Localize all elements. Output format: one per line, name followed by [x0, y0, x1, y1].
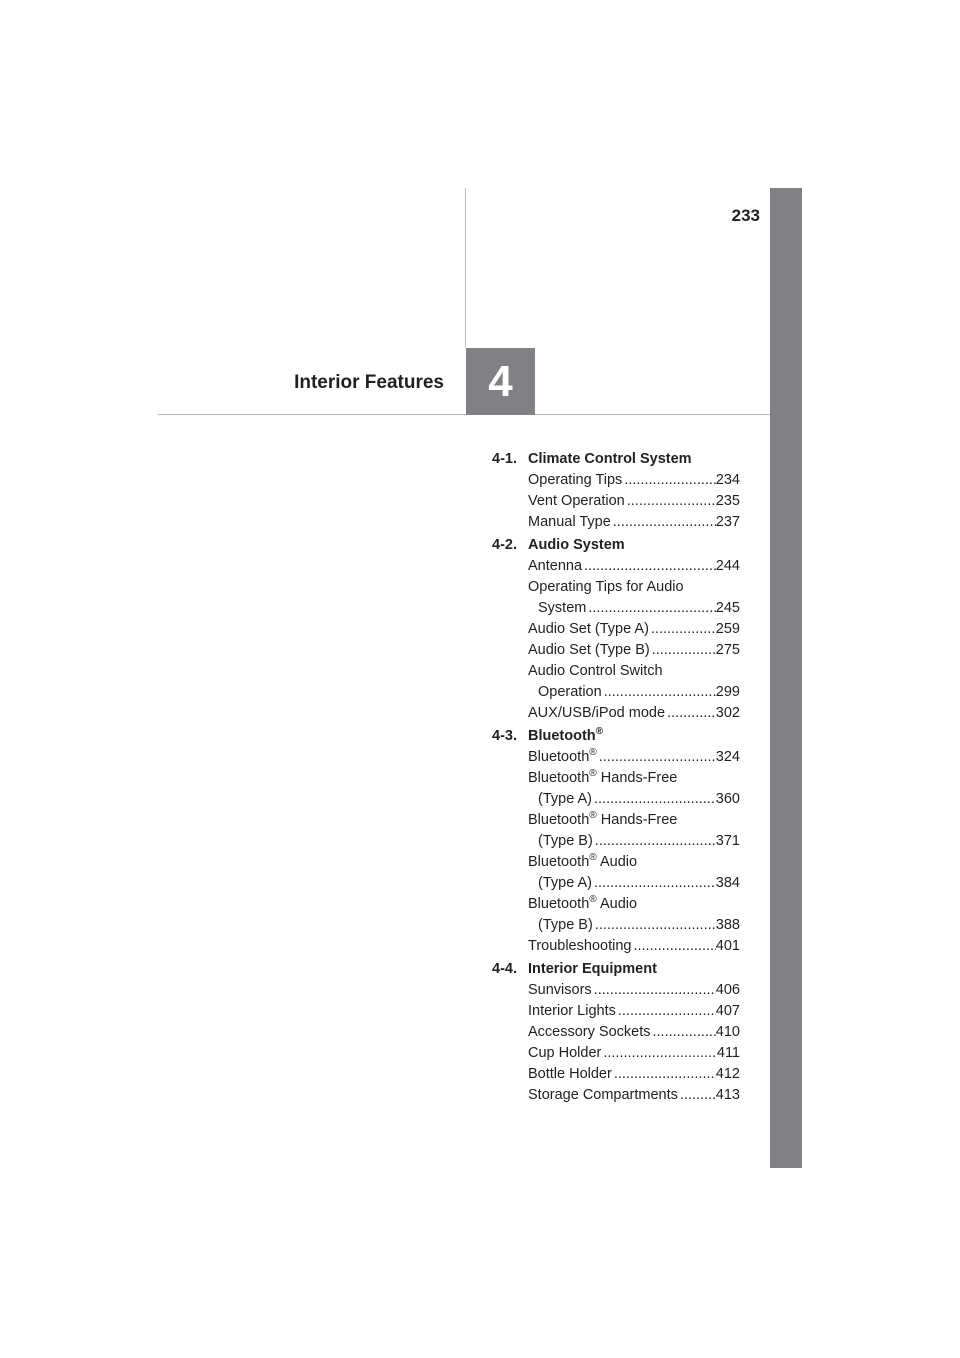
toc-entry-page: 237	[715, 514, 740, 530]
leader-dots	[612, 1064, 716, 1085]
toc-entry-page: 413	[715, 1087, 740, 1103]
toc-entry[interactable]	[528, 1001, 740, 1022]
leader-dots	[631, 936, 715, 957]
toc-entry-page: 234	[715, 472, 740, 488]
toc-entry[interactable]	[528, 1064, 740, 1085]
toc-entry-label: Audio Control Switch	[528, 663, 663, 679]
toc-entry[interactable]	[528, 577, 740, 619]
toc-entry-page: 360	[715, 791, 740, 807]
leader-dots	[592, 980, 716, 1001]
toc-entry-label: Audio Set (Type A)	[528, 621, 649, 637]
leader-dots	[586, 598, 715, 619]
toc-entry-label: (Type B)	[538, 833, 593, 849]
toc-section	[492, 725, 740, 957]
section-number: 4-3.	[492, 728, 517, 744]
toc-section	[492, 448, 740, 533]
toc-entry[interactable]	[528, 640, 740, 661]
toc-entry[interactable]	[528, 894, 740, 936]
toc-entry-label: Accessory Sockets	[528, 1024, 651, 1040]
toc-entry[interactable]	[528, 936, 740, 957]
toc-entry[interactable]	[528, 491, 740, 512]
chapter-number-box	[466, 348, 535, 415]
toc-entry-label: (Type A)	[538, 875, 592, 891]
toc-entry-label: Operation	[538, 684, 602, 700]
toc-section	[492, 958, 740, 1106]
toc-section-heading[interactable]	[492, 534, 740, 556]
page-number: 233	[731, 206, 760, 225]
toc-entry-page: 401	[715, 938, 740, 954]
toc-entry-page: 384	[715, 875, 740, 891]
toc-entry[interactable]	[528, 661, 740, 703]
toc-entry-label: Bluetooth® Hands-Free	[528, 768, 678, 786]
leader-dots	[625, 491, 716, 512]
section-number: 4-2.	[492, 537, 517, 553]
toc-entry-label: Antenna	[528, 558, 583, 574]
toc-entry-label: Bluetooth® Audio	[528, 852, 638, 870]
toc-entry-page: 410	[715, 1024, 740, 1040]
toc-entry-label: Operating Tips for Audio	[528, 579, 684, 595]
toc-entry-page: 275	[715, 642, 740, 658]
leader-dots	[582, 556, 716, 577]
leader-dots	[611, 512, 716, 533]
leader-dots	[601, 1043, 717, 1064]
section-number: 4-4.	[492, 961, 517, 977]
toc-entry-label: Bluetooth® Audio	[528, 894, 638, 912]
toc-entry-label: Audio Set (Type B)	[528, 642, 650, 658]
toc-section-heading[interactable]	[492, 725, 740, 747]
chapter-title: Interior Features	[294, 372, 444, 393]
toc-entry-page: 299	[715, 684, 740, 700]
leader-dots	[593, 915, 716, 936]
section-title: Audio System	[528, 537, 625, 553]
section-title: Bluetooth®	[528, 726, 604, 744]
chapter-side-tab	[770, 188, 802, 1168]
toc-entry-label: (Type B)	[538, 917, 593, 933]
toc-entry-page: 245	[715, 600, 740, 616]
toc-entry-page: 407	[715, 1003, 740, 1019]
toc-section	[492, 534, 740, 724]
section-title: Climate Control System	[528, 451, 692, 467]
toc-section-heading[interactable]	[492, 448, 740, 470]
section-title: Interior Equipment	[528, 961, 657, 977]
toc-entry[interactable]	[528, 470, 740, 491]
toc-entry-label: Bottle Holder	[528, 1066, 612, 1082]
toc-entry-label: Vent Operation	[528, 493, 625, 509]
toc-entry-label: Manual Type	[528, 514, 611, 530]
leader-dots	[678, 1085, 716, 1106]
toc-entry-page: 388	[715, 917, 740, 933]
header-rule	[158, 414, 770, 415]
toc-entry[interactable]	[528, 556, 740, 577]
leader-dots	[650, 640, 716, 661]
toc-entry[interactable]	[528, 1085, 740, 1106]
toc-entry-page: 371	[715, 833, 740, 849]
toc-entry-label: System	[538, 600, 587, 616]
leader-dots	[665, 703, 716, 724]
toc-entry-page: 259	[715, 621, 740, 637]
chapter-number: 4	[488, 356, 513, 406]
toc-section-heading[interactable]	[492, 958, 740, 980]
leader-dots	[602, 682, 716, 703]
toc-entry-page: 302	[715, 705, 740, 721]
toc-entry-page: 406	[715, 982, 740, 998]
toc-entry-page: 244	[715, 558, 740, 574]
table-of-contents	[492, 448, 740, 1107]
toc-entry[interactable]	[528, 1043, 740, 1064]
toc-entry-label: Interior Lights	[528, 1003, 616, 1019]
leader-dots	[622, 470, 715, 491]
toc-entry-page: 412	[715, 1066, 740, 1082]
toc-entry-label: Bluetooth®	[528, 747, 597, 765]
leader-dots	[592, 789, 716, 810]
toc-entry-label: Sunvisors	[528, 982, 592, 998]
toc-entry[interactable]	[528, 512, 740, 533]
leader-dots	[597, 747, 716, 768]
toc-entry-page: 411	[716, 1045, 740, 1061]
toc-entry[interactable]	[528, 980, 740, 1001]
toc-entry[interactable]	[528, 747, 740, 768]
section-number: 4-1.	[492, 451, 517, 467]
toc-entry-label: Storage Compartments	[528, 1087, 678, 1103]
toc-entry-page: 324	[715, 749, 740, 765]
toc-entry-label: Bluetooth® Hands-Free	[528, 810, 678, 828]
toc-entry[interactable]	[528, 810, 740, 852]
toc-entry[interactable]	[528, 852, 740, 894]
toc-entry[interactable]	[528, 703, 740, 724]
vertical-divider	[465, 188, 466, 348]
toc-entry[interactable]	[528, 1022, 740, 1043]
toc-entry-label: Operating Tips	[528, 472, 623, 488]
leader-dots	[592, 873, 716, 894]
leader-dots	[593, 831, 716, 852]
toc-entry-label: AUX/USB/iPod mode	[528, 705, 666, 721]
toc-entry-label: Cup Holder	[528, 1045, 602, 1061]
leader-dots	[651, 1022, 716, 1043]
leader-dots	[616, 1001, 716, 1022]
toc-entry[interactable]	[528, 619, 740, 640]
toc-entry-label: (Type A)	[538, 791, 592, 807]
leader-dots	[649, 619, 716, 640]
toc-entry-label: Troubleshooting	[528, 938, 632, 954]
toc-entry[interactable]	[528, 768, 740, 810]
toc-entry-page: 235	[715, 493, 740, 509]
